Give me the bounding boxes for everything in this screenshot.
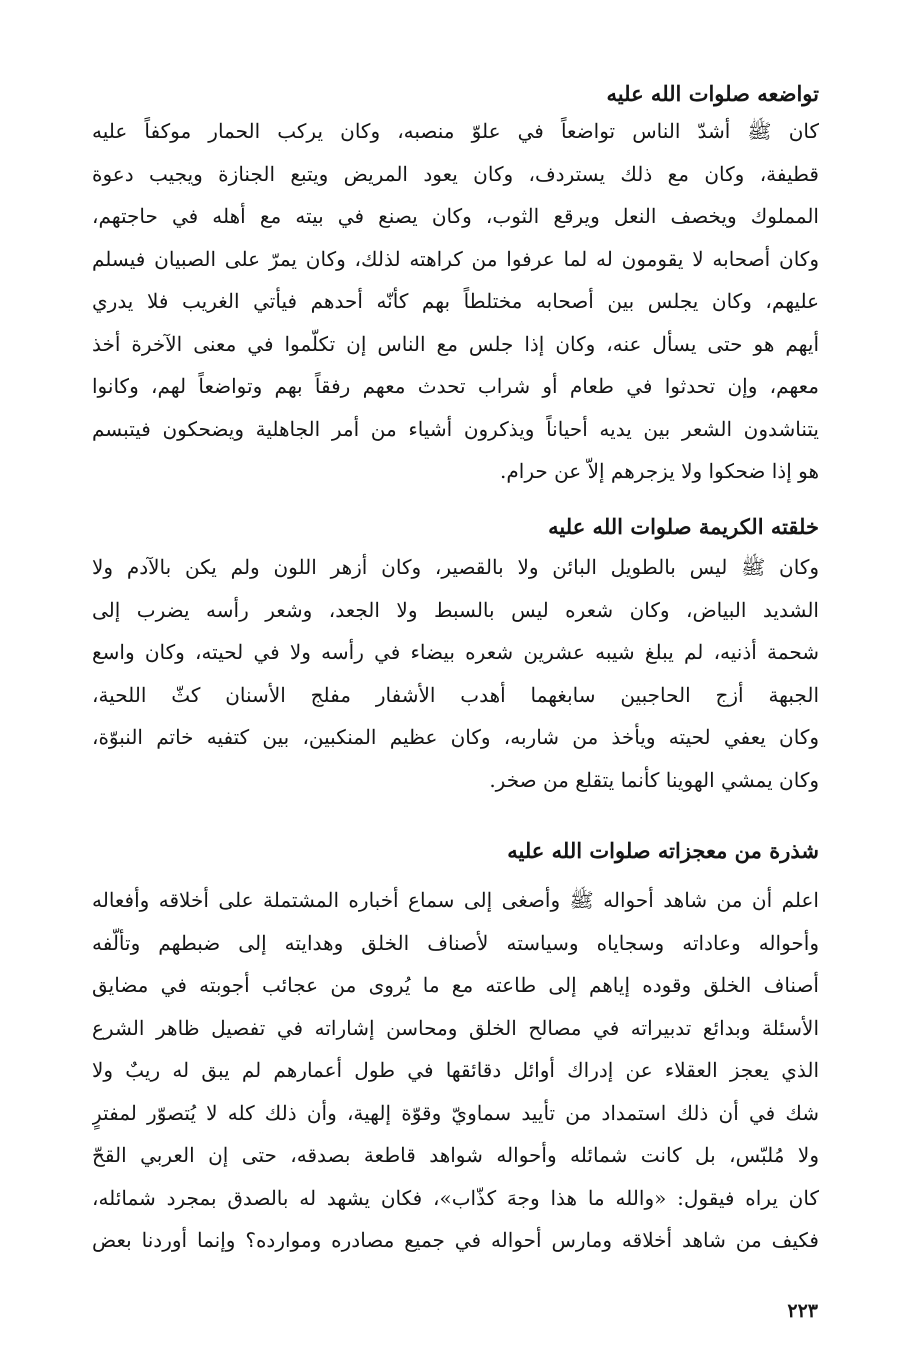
text-line: معهم، وإن تحدثوا في طعام أو شراب تحدث معهم رفقاً بهم وتواضعاً لهم، وكانوا (92, 374, 819, 398)
paragraph-humility (92, 110, 819, 493)
text-line: الجبهة أزج الحاجبين سابغهما أهدب الأشفار مفلج الأسنان كثّ اللحية، (92, 682, 819, 707)
text-line: وكان ﷺ ليس بالطويل البائن ولا بالقصير، وكان أزهر اللون ولم يكن بالآدم ولا (92, 555, 819, 579)
text-line: شحمة أذنيه، لم يبلغ شيبه عشرين شعره بيضاء في رأسه ولا في لحيته، وكان واسع (92, 640, 819, 664)
text-line: اعلم أن من شاهد أحواله ﷺ وأصغى إلى سماع أخباره المشتملة على أخلاقه وأفعاله (92, 888, 819, 912)
text-line: شك في أن ذلك استمداد من تأييد سماويّ وقوّة إلهية، وأن ذلك كله لا يُتصوّر لمفترٍ (92, 1100, 819, 1125)
section-heading-humility: تواضعه صلوات الله عليه (606, 81, 819, 106)
paragraph-physical-description (92, 546, 819, 801)
text-line: أيهم هو حتى يسأل عنه، وكان إذا جلس مع الناس إن تكلّموا في معنى الآخرة أخذ (92, 331, 819, 356)
text-line: ولا مُلبّس، بل كانت شمائله وأحواله شواهد قاطعة بصدقه، حتى إن العربي القحّ (92, 1143, 819, 1167)
paragraph-miracles (92, 879, 819, 1262)
text-line: فكيف من شاهد أخلاقه ومارس أحواله في جميع مصادره وموارده؟ وإنما أوردنا بعض (92, 1228, 819, 1252)
text-line: كان يراه فيقول: «والله ما هذا وجهَ كذّاب»، فكان يشهد له بالصدق بمجرد شمائله، (92, 1185, 819, 1210)
text-line: الأسئلة وبدائع تدبيراته في مصالح الخلق ومحاسن إشاراته في تفصيل ظاهر الشرع (92, 1015, 819, 1040)
section-heading-physical-description: خلقته الكريمة صلوات الله عليه (548, 514, 819, 539)
text-line: وكان يعفي لحيته ويأخذ من شاربه، وكان عظيم المنكبين، بين كتفيه خاتم النبوّة، (92, 725, 819, 749)
text-line: يتناشدون الشعر بين يديه أحياناً ويذكرون أشياء من أمر الجاهلية ويضحكون فيتبسم (92, 416, 819, 441)
text-line: كان ﷺ أشدّ الناس تواضعاً في علوّ منصبه، وكان يركب الحمار موكفاً عليه (92, 119, 819, 143)
text-line: المملوك ويخصف النعل ويرقع الثوب، وكان يصنع في بيته مع أهله في حاجتهم، (92, 204, 819, 228)
text-line: أصناف الخلق وقوده إياهم إلى طاعته مع ما يُروى من عجائب أجوبته في مضايق (92, 973, 819, 997)
text-line: وكان يمشي الهوينا كأنما يتقلع من صخر. (489, 767, 819, 792)
text-line: عليهم، وكان يجلس بين أصحابه مختلطاً بهم كأنّه أحدهم فيأتي الغريب فلا يدري (92, 289, 819, 313)
section-heading-miracles: شذرة من معجزاته صلوات الله عليه (507, 838, 819, 863)
text-line: وكان أصحابه لا يقومون له لما عرفوا من كراهته لذلك، وكان يمرّ على الصبيان فيسلم (92, 246, 819, 271)
text-line: الشديد البياض، وكان شعره ليس بالسبط ولا الجعد، وشعر رأسه يضرب إلى (92, 597, 819, 622)
text-line: وأحواله وعاداته وسجاياه وسياسته لأصناف الخلق وهدايته إلى ضبطهم وتألّفه (92, 930, 819, 955)
text-line: قطيفة، وكان مع ذلك يستردف، وكان يعود المريض ويتبع الجنازة ويجيب دعوة (92, 161, 819, 186)
text-line: هو إذا ضحكوا ولا يزجرهم إلاّ عن حرام. (500, 459, 819, 483)
text-line: الذي يعجز العقلاء عن إدراك أوائل دقائقها في طول أعمارهم لم يبق له ريبٌ ولا (92, 1058, 819, 1082)
page-number: ٢٢٣ (787, 1300, 818, 1322)
